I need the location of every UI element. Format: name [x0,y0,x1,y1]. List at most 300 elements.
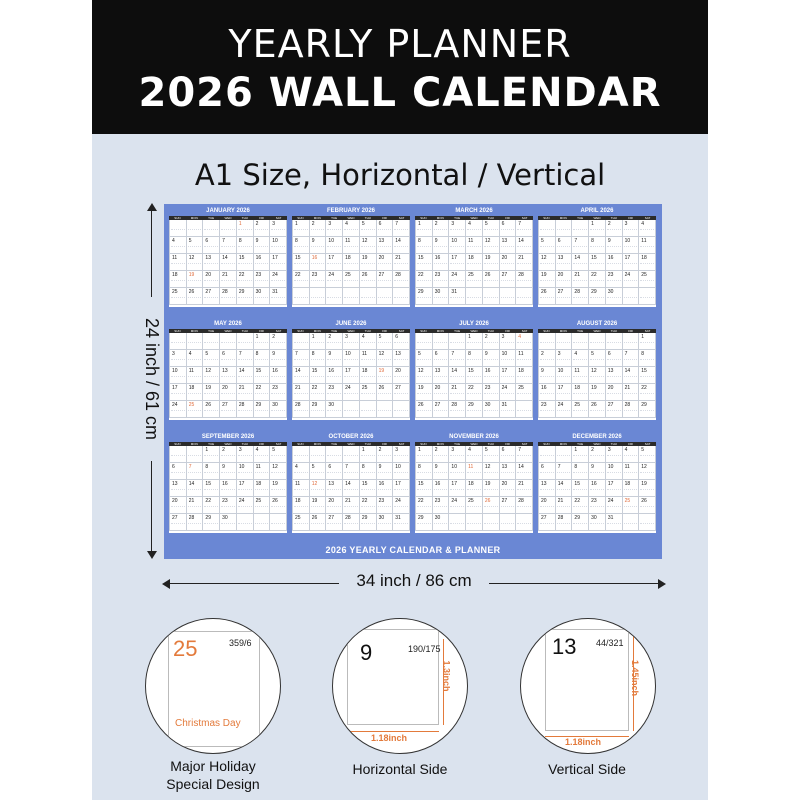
day-cell [556,220,573,237]
day-cell: 14 [516,237,533,254]
day-cell: 21 [556,497,573,514]
weekday-label: SAT [398,329,405,333]
weekday-label: THU [241,216,248,220]
day-grid [538,446,656,531]
header-line1: YEARLY PLANNER [228,22,572,66]
weekday-label: WED [593,329,601,333]
day-cell: 4 [360,333,377,350]
weekday-label: MON [559,216,567,220]
day-cell: 10 [556,367,573,384]
day-cell [556,333,573,350]
month-title: MARCH 2026 [415,207,533,216]
page [92,0,708,800]
day-cell: 28 [572,288,589,305]
month-title: JUNE 2026 [292,320,410,329]
day-cell: 4 [516,333,533,350]
month-title: JANUARY 2026 [169,207,287,216]
day-cell [483,288,500,305]
weekday-label: FRI [628,329,634,333]
weekday-label: MON [559,442,567,446]
day-cell [416,333,433,350]
day-cell: 26 [416,401,433,418]
day-cell: 27 [203,288,220,305]
day-cell: 25 [343,271,360,288]
day-cell: 30 [606,288,623,305]
day-cell: 14 [187,480,204,497]
day-counter: 359/6 [229,638,252,648]
month-block [169,433,287,533]
day-cell: 6 [220,350,237,367]
day-cell: 27 [606,401,623,418]
day-cell: 12 [483,463,500,480]
weekday-label: WED [347,442,355,446]
day-cell: 5 [589,350,606,367]
day-cell: 8 [293,237,310,254]
day-cell: 19 [539,271,556,288]
day-cell: 20 [500,480,517,497]
weekday-label: WED [470,329,478,333]
width-label: 1.18inch [371,733,408,743]
day-cell [572,333,589,350]
day-cell: 21 [449,384,466,401]
weekday-label: THU [487,216,494,220]
month-title: AUGUST 2026 [538,320,656,329]
day-cell: 15 [466,367,483,384]
horizontal-dimension-label: 34 inch / 86 cm [339,571,489,591]
weekday-label: MON [559,329,567,333]
day-cell: 4 [623,446,640,463]
weekday-label: SAT [644,216,651,220]
day-cell [483,514,500,531]
day-cell: 8 [237,237,254,254]
day-cell: 20 [606,384,623,401]
weekday-label: TUE [208,329,215,333]
weekday-label: WED [470,216,478,220]
day-cell: 23 [539,401,556,418]
vertical-dimension-label: 24 inch / 61 cm [140,297,164,461]
weekday-label: THU [364,216,371,220]
day-cell: 24 [556,401,573,418]
day-cell: 3 [326,220,343,237]
day-cell: 7 [237,350,254,367]
weekday-label: SUN [420,329,427,333]
day-cell [500,288,517,305]
day-cell: 25 [466,497,483,514]
day-cell: 14 [343,480,360,497]
day-cell: 22 [589,271,606,288]
day-cell: 20 [556,271,573,288]
day-cell: 1 [572,446,589,463]
day-cell: 9 [377,463,394,480]
weekday-label: SAT [275,216,282,220]
month-title: JULY 2026 [415,320,533,329]
day-cell: 28 [449,401,466,418]
day-cell: 2 [483,333,500,350]
day-cell: 15 [310,367,327,384]
month-title: SEPTEMBER 2026 [169,433,287,442]
day-grid [169,333,287,418]
day-cell: 29 [639,401,656,418]
day-cell: 13 [606,367,623,384]
day-cell: 10 [500,350,517,367]
day-cell: 10 [393,463,410,480]
weekday-label: MON [190,216,198,220]
day-cell: 23 [433,271,450,288]
day-cell: 27 [393,384,410,401]
weekday-label: THU [364,442,371,446]
day-cell: 31 [606,514,623,531]
day-cell: 10 [606,463,623,480]
day-cell: 20 [326,497,343,514]
caption-vertical: Vertical Side [548,761,626,777]
vertical-detail-circle [520,618,656,754]
day-cell: 17 [556,384,573,401]
month-title: OCTOBER 2026 [292,433,410,442]
day-cell: 22 [416,271,433,288]
day-cell: 21 [572,271,589,288]
day-cell: 12 [310,480,327,497]
weekday-label: SUN [174,442,181,446]
day-cell: 1 [589,220,606,237]
weekday-label: FRI [259,442,265,446]
day-cell: 16 [326,367,343,384]
day-cell: 24 [449,497,466,514]
day-cell: 15 [416,480,433,497]
weekday-label: FRI [382,216,388,220]
day-cell: 18 [639,254,656,271]
day-cell: 19 [360,254,377,271]
month-block [169,207,287,307]
day-cell: 13 [539,480,556,497]
day-cell: 24 [270,271,287,288]
day-cell: 21 [293,384,310,401]
day-cell: 1 [360,446,377,463]
day-cell: 13 [220,367,237,384]
day-cell: 14 [393,237,410,254]
weekday-label: TUE [331,329,338,333]
day-cell: 26 [483,271,500,288]
day-cell: 6 [556,237,573,254]
day-cell: 24 [237,497,254,514]
weekday-label: THU [610,442,617,446]
day-cell: 2 [254,220,271,237]
day-cell: 8 [589,237,606,254]
day-cell: 9 [270,350,287,367]
day-number: 25 [173,636,198,661]
day-cell: 2 [310,220,327,237]
day-cell: 20 [500,254,517,271]
month-block [415,320,533,420]
day-cell: 4 [187,350,204,367]
day-cell: 8 [416,463,433,480]
day-cell [589,333,606,350]
weekday-label: SAT [275,442,282,446]
weekday-label: FRI [505,329,511,333]
day-cell: 4 [466,220,483,237]
day-cell [170,220,187,237]
weekday-label: THU [487,329,494,333]
day-grid [415,220,533,305]
day-cell: 3 [237,446,254,463]
day-cell: 2 [270,333,287,350]
day-cell [343,401,360,418]
day-cell: 7 [449,350,466,367]
weekday-label: SUN [420,216,427,220]
day-cell: 23 [433,497,450,514]
day-cell: 23 [326,384,343,401]
day-cell: 28 [393,271,410,288]
day-cell: 28 [516,497,533,514]
day-cell: 3 [623,220,640,237]
day-cell: 9 [433,237,450,254]
day-cell: 18 [466,254,483,271]
month-title: FEBRUARY 2026 [292,207,410,216]
day-cell: 25 [360,384,377,401]
day-cell: 20 [220,384,237,401]
day-cell: 30 [220,514,237,531]
day-cell: 18 [516,367,533,384]
day-cell: 15 [360,480,377,497]
day-cell [516,514,533,531]
day-cell: 11 [254,463,271,480]
day-cell [187,333,204,350]
day-cell: 19 [589,384,606,401]
day-cell: 29 [416,514,433,531]
day-cell [237,514,254,531]
day-cell: 7 [556,463,573,480]
day-cell: 6 [500,220,517,237]
day-cell: 27 [539,514,556,531]
day-cell: 21 [237,384,254,401]
arrow-down-icon [147,551,157,559]
day-cell: 28 [556,514,573,531]
day-cell: 3 [449,446,466,463]
day-cell: 17 [343,367,360,384]
day-cell: 7 [343,463,360,480]
day-cell [203,220,220,237]
weekday-label: THU [487,442,494,446]
day-cell: 8 [254,350,271,367]
day-cell: 15 [237,254,254,271]
day-cell: 18 [466,480,483,497]
day-cell: 20 [539,497,556,514]
day-cell: 29 [203,514,220,531]
day-cell: 25 [187,401,204,418]
day-cell: 19 [310,497,327,514]
day-cell: 22 [416,497,433,514]
day-cell: 5 [639,446,656,463]
weekday-label: TUE [208,442,215,446]
day-cell: 6 [500,446,517,463]
day-cell: 5 [377,333,394,350]
day-cell: 15 [572,480,589,497]
day-cell [516,288,533,305]
day-cell: 7 [623,350,640,367]
weekday-label: MON [190,442,198,446]
day-cell [343,288,360,305]
day-cell [449,514,466,531]
weekday-label: MON [313,216,321,220]
day-cell: 22 [360,497,377,514]
day-cell: 10 [170,367,187,384]
day-cell [360,288,377,305]
day-cell: 14 [220,254,237,271]
day-cell: 8 [466,350,483,367]
day-cell: 12 [589,367,606,384]
day-cell: 17 [237,480,254,497]
day-cell: 8 [572,463,589,480]
weekday-label: SAT [521,329,528,333]
day-cell: 24 [170,401,187,418]
day-cell: 3 [270,220,287,237]
weekday-label: SAT [644,329,651,333]
day-cell [449,333,466,350]
weekday-label: TUE [331,442,338,446]
day-cell: 3 [500,333,517,350]
caption-holiday [138,757,288,793]
day-cell: 24 [623,271,640,288]
day-cell: 23 [483,384,500,401]
day-cell: 1 [639,333,656,350]
day-cell: 13 [500,463,517,480]
weekday-label: SUN [297,329,304,333]
day-card [545,629,629,731]
day-cell: 19 [187,271,204,288]
day-cell: 28 [237,401,254,418]
day-cell: 22 [639,384,656,401]
day-cell: 21 [393,254,410,271]
day-counter: 190/175 [408,644,441,654]
day-cell: 16 [270,367,287,384]
day-cell [326,446,343,463]
day-cell: 31 [449,288,466,305]
day-cell [639,514,656,531]
day-cell: 11 [360,350,377,367]
weekday-label: FRI [259,216,265,220]
day-cell: 27 [433,401,450,418]
day-cell: 2 [326,333,343,350]
day-cell: 9 [483,350,500,367]
day-grid [415,446,533,531]
arrow-left-icon [162,579,170,589]
day-cell [310,446,327,463]
day-cell: 24 [393,497,410,514]
month-block [292,207,410,307]
day-cell: 23 [220,497,237,514]
day-cell [293,446,310,463]
day-cell: 24 [326,271,343,288]
day-cell: 16 [310,254,327,271]
day-cell: 16 [254,254,271,271]
day-cell: 22 [572,497,589,514]
day-cell: 9 [326,350,343,367]
day-cell: 29 [310,401,327,418]
day-cell: 17 [270,254,287,271]
day-cell: 11 [466,463,483,480]
day-cell: 22 [466,384,483,401]
day-cell: 25 [572,401,589,418]
weekday-label: WED [347,329,355,333]
day-cell: 2 [220,446,237,463]
day-cell [343,446,360,463]
day-cell: 27 [326,514,343,531]
day-cell: 27 [556,288,573,305]
day-cell: 2 [539,350,556,367]
month-block [169,320,287,420]
height-label: 1.3inch [441,660,452,692]
day-cell: 17 [623,254,640,271]
day-cell: 15 [293,254,310,271]
day-cell: 7 [187,463,204,480]
weekday-label: SAT [398,442,405,446]
weekday-label: WED [224,329,232,333]
day-cell: 26 [589,401,606,418]
day-cell: 1 [416,446,433,463]
day-cell: 17 [170,384,187,401]
weekday-label: SUN [420,442,427,446]
month-title: MAY 2026 [169,320,287,329]
day-cell: 1 [254,333,271,350]
height-label: 1.45inch [630,659,641,697]
day-cell: 26 [539,288,556,305]
day-cell [360,401,377,418]
day-cell [623,288,640,305]
day-cell [270,514,287,531]
day-counter: 44/321 [596,638,624,648]
day-cell: 17 [500,367,517,384]
day-cell: 16 [433,480,450,497]
day-cell: 7 [393,220,410,237]
day-cell: 18 [187,384,204,401]
day-cell: 20 [433,384,450,401]
day-cell: 25 [170,288,187,305]
day-cell: 26 [377,384,394,401]
calendar-poster [164,204,662,559]
day-cell: 27 [500,497,517,514]
day-cell: 15 [639,367,656,384]
day-cell: 4 [254,446,271,463]
day-grid [538,220,656,305]
day-cell: 18 [623,480,640,497]
month-block [538,207,656,307]
day-cell: 11 [466,237,483,254]
day-cell: 9 [220,463,237,480]
arrow-up-icon [147,203,157,211]
day-cell: 24 [500,384,517,401]
weekday-label: TUE [577,442,584,446]
day-cell: 23 [310,271,327,288]
day-cell: 28 [623,401,640,418]
day-cell: 29 [254,401,271,418]
day-cell: 30 [433,514,450,531]
day-cell [539,220,556,237]
day-cell: 6 [203,237,220,254]
day-cell: 16 [377,480,394,497]
weekday-label: WED [347,216,355,220]
day-cell: 4 [466,446,483,463]
weekday-label: MON [436,216,444,220]
day-cell: 21 [516,254,533,271]
day-number: 9 [360,640,373,665]
weekday-label: SUN [543,442,550,446]
weekday-label: FRI [382,442,388,446]
day-cell: 6 [539,463,556,480]
weekday-label: SAT [275,329,282,333]
day-cell: 20 [377,254,394,271]
day-cell: 11 [572,367,589,384]
day-cell: 11 [623,463,640,480]
day-cell [516,401,533,418]
